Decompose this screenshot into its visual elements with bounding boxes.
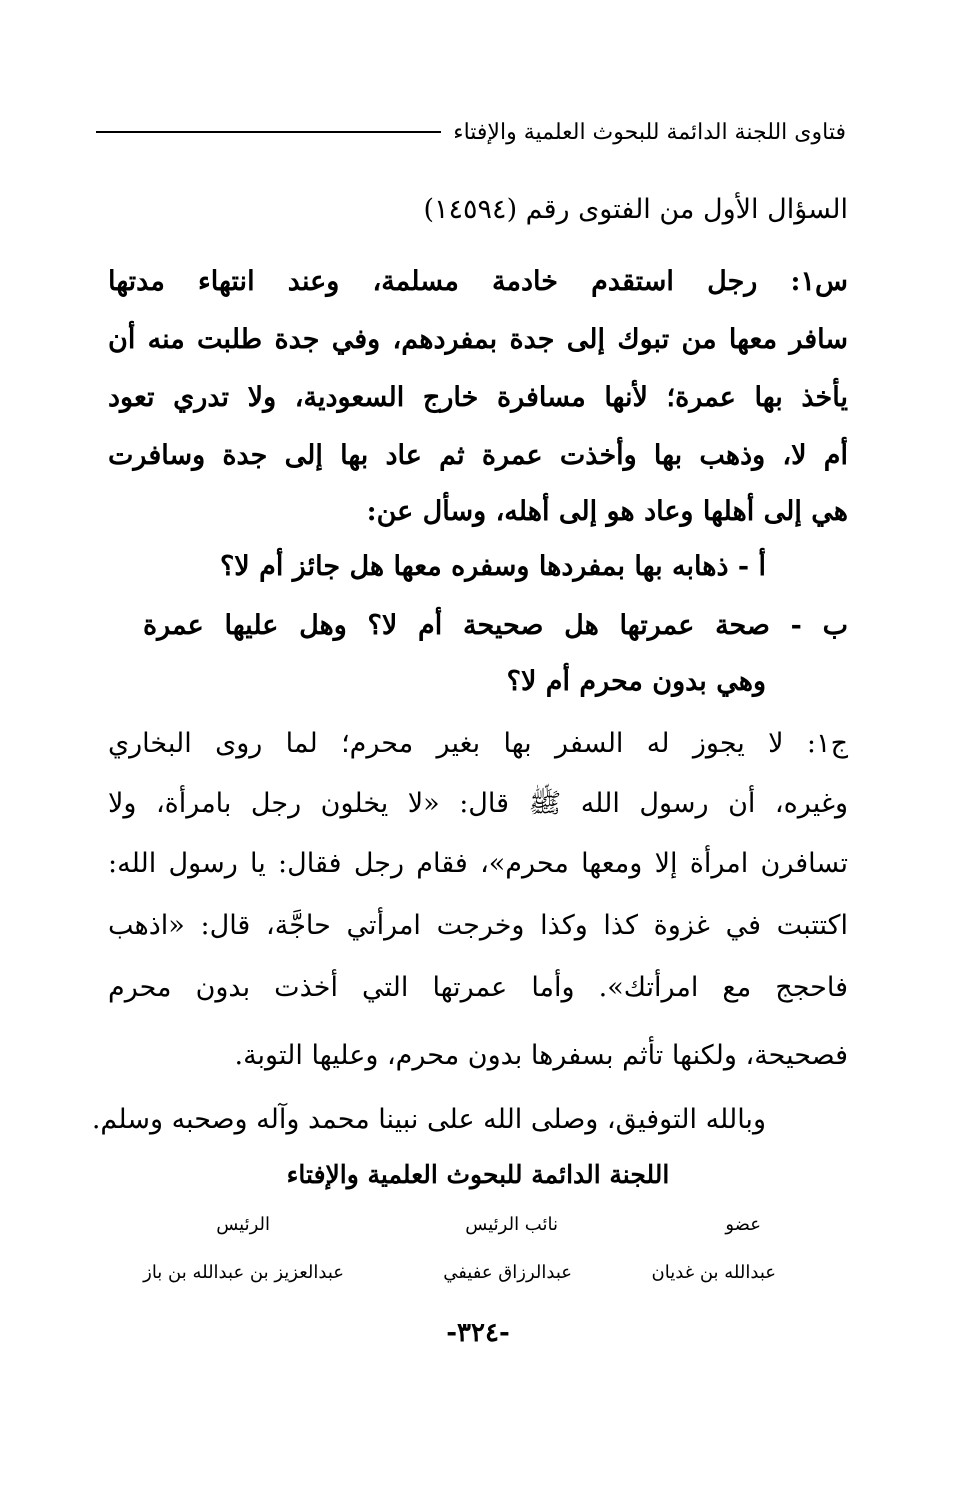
vice-name: عبدالرزاق عفيفي bbox=[443, 1262, 572, 1283]
question-line: س١: رجل استقدم خادمة مسلمة، وعند انتهاء مدتها bbox=[108, 266, 848, 297]
header-rule bbox=[96, 131, 441, 133]
answer-line: وغيره، أن رسول الله ﷺ قال: «لا يخلون رجل بامرأة، ولا bbox=[108, 788, 848, 819]
chair-name: عبدالعزيز بن عبدالله بن باز bbox=[143, 1262, 344, 1283]
header-title: فتاوى اللجنة الدائمة للبحوث العلمية والإفتاء bbox=[453, 119, 846, 145]
answer-line: فصحيحة، ولكنها تأثم بسفرها بدون محرم، وعليها التوبة. bbox=[234, 1040, 848, 1071]
closing-line: وبالله التوفيق، وصلى الله على نبينا محمد وآله وصحبه وسلم. bbox=[91, 1104, 766, 1135]
answer-line: ج١: لا يجوز له السفر بها بغير محرم؛ لما روى البخاري bbox=[108, 728, 848, 759]
member-name: عبدالله بن غديان bbox=[651, 1262, 776, 1283]
question-line: هي إلى أهلها وعاد هو إلى أهله، وسأل عن: bbox=[366, 496, 848, 527]
chair-title: الرئيس bbox=[216, 1214, 270, 1235]
question-line: أم لا، وذهب بها وأخذت عمرة ثم عاد بها إلى جدة وسافرت bbox=[108, 440, 848, 471]
page-number: -٣٢٤- bbox=[446, 1318, 510, 1348]
question-item-a: أ - ذهابه بها بمفردها وسفره معها هل جائز أم لا؟ bbox=[219, 551, 766, 582]
answer-line: اكتتبت في غزوة كذا وكذا وخرجت امرأتي حاجَّة، قال: «اذهب bbox=[108, 910, 848, 941]
question-line: يأخذ بها عمرة؛ لأنها مسافرة خارج السعودية، ولا تدري تعود bbox=[108, 382, 848, 413]
question-line: سافر معها من تبوك إلى جدة بمفردهم، وفي جدة طلبت منه أن bbox=[108, 324, 848, 355]
committee-name: اللجنة الدائمة للبحوث العلمية والإفتاء bbox=[286, 1160, 670, 1189]
member-title: عضو bbox=[725, 1214, 761, 1235]
answer-line: تسافرن امرأة إلا ومعها محرم»، فقام رجل فقال: يا رسول الله: bbox=[108, 848, 848, 879]
vice-title: نائب الرئيس bbox=[465, 1214, 558, 1235]
answer-line: فاحجج مع امرأتك». وأما عمرتها التي أخذت بدون محرم bbox=[108, 972, 848, 1003]
question-item-b: وهي بدون محرم أم لا؟ bbox=[506, 666, 766, 697]
question-item-b: ب - صحة عمرتها هل صحيحة أم لا؟ وهل عليها عمرة bbox=[143, 610, 848, 641]
fatwa-title: السؤال الأول من الفتوى رقم (١٤٥٩٤) bbox=[423, 194, 848, 225]
running-header bbox=[96, 112, 846, 152]
